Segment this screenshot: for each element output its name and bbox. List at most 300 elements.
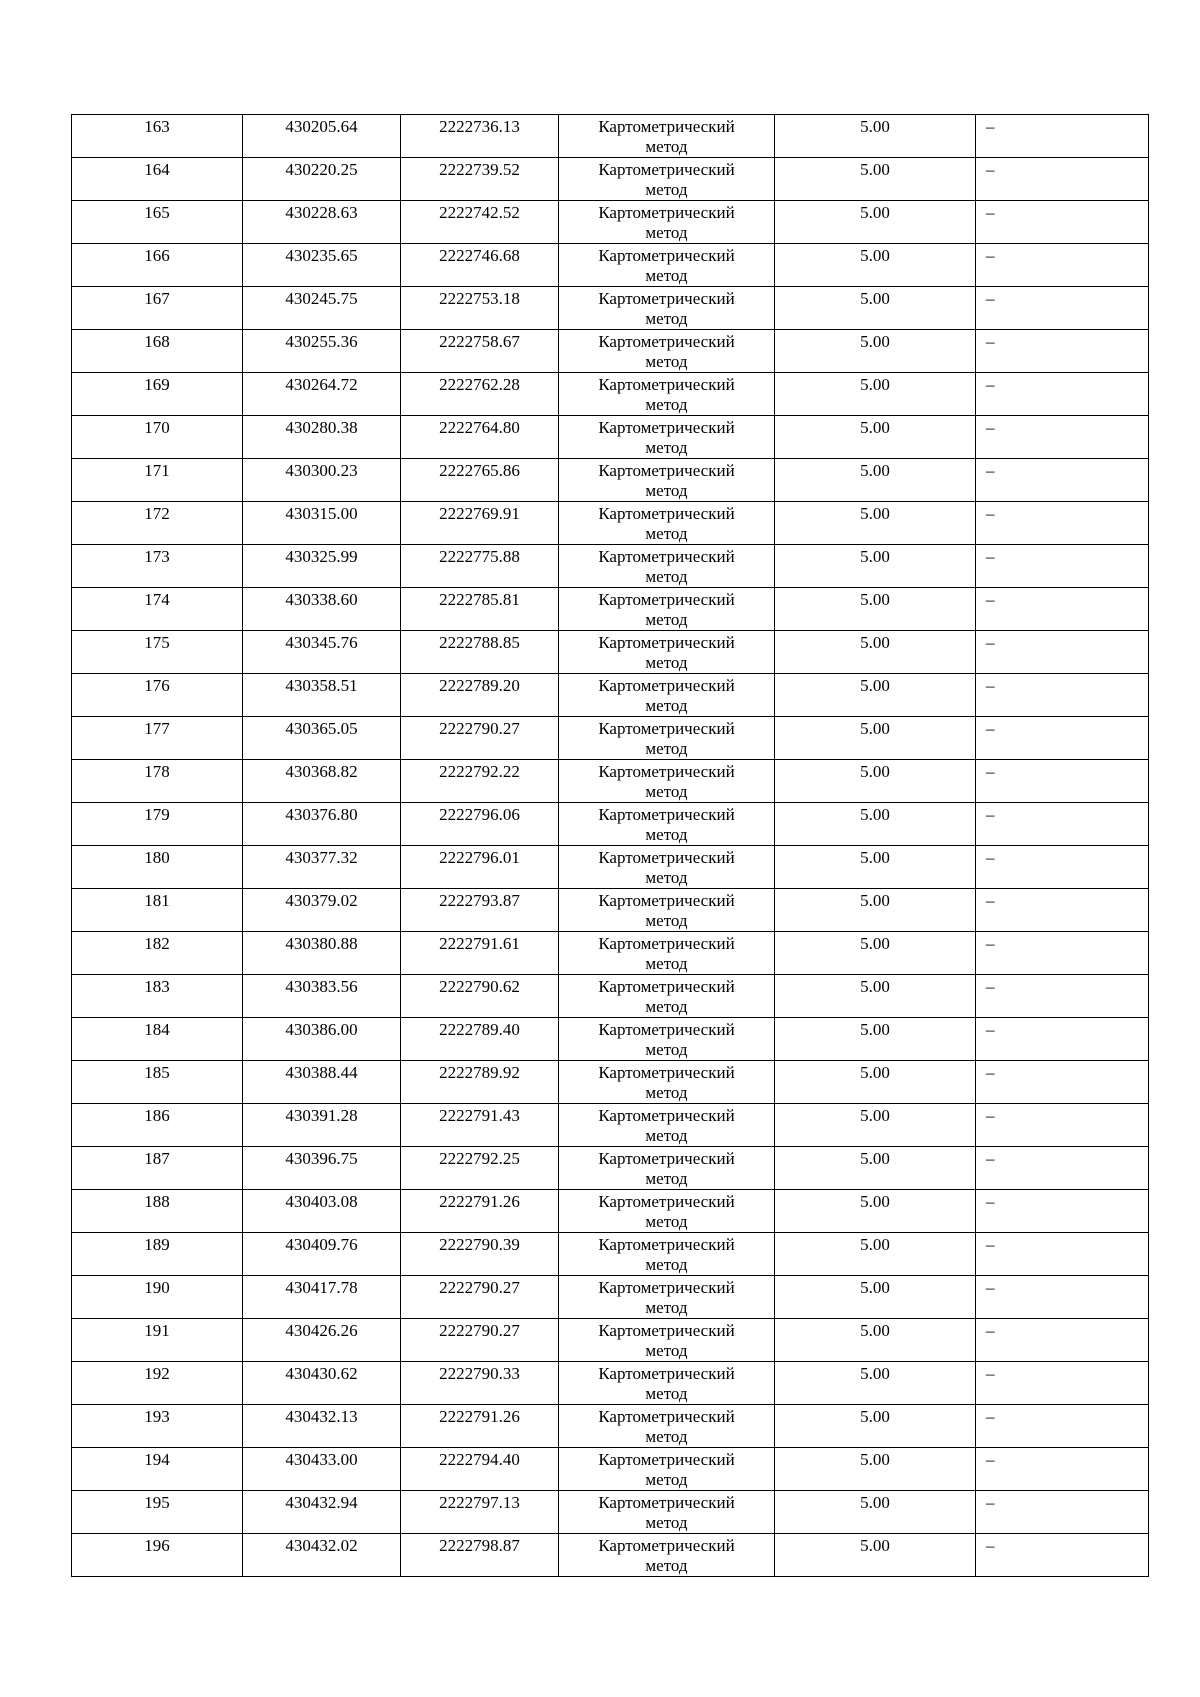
coordinate-x-cell: 430388.44 — [243, 1061, 401, 1104]
point-number-cell: 194 — [72, 1448, 243, 1491]
method-cell — [559, 1319, 775, 1362]
method-line-2: метод — [645, 1341, 688, 1360]
table-row — [72, 1362, 1149, 1405]
table-row — [72, 932, 1149, 975]
coordinate-x-cell: 430365.05 — [243, 717, 401, 760]
accuracy-cell: 5.00 — [775, 416, 976, 459]
coordinate-x-cell: 430432.94 — [243, 1491, 401, 1534]
method-line-1: Картометрический — [598, 1493, 735, 1512]
accuracy-cell: 5.00 — [775, 889, 976, 932]
point-number-cell: 182 — [72, 932, 243, 975]
coordinate-y-cell: 2222775.88 — [401, 545, 559, 588]
coordinate-y-cell: 2222769.91 — [401, 502, 559, 545]
point-number-cell: 163 — [72, 115, 243, 158]
coordinate-x-cell: 430409.76 — [243, 1233, 401, 1276]
note-cell: – — [976, 1233, 1149, 1276]
accuracy-cell: 5.00 — [775, 1405, 976, 1448]
note-cell: – — [976, 674, 1149, 717]
method-cell — [559, 545, 775, 588]
note-cell: – — [976, 1405, 1149, 1448]
method-line-2: метод — [645, 1470, 688, 1489]
point-number-cell: 186 — [72, 1104, 243, 1147]
method-line-2: метод — [645, 524, 688, 543]
method-cell — [559, 889, 775, 932]
table-row — [72, 803, 1149, 846]
point-number-cell: 193 — [72, 1405, 243, 1448]
coordinate-y-cell: 2222792.22 — [401, 760, 559, 803]
coordinate-x-cell: 430430.62 — [243, 1362, 401, 1405]
method-line-2: метод — [645, 868, 688, 887]
table-row — [72, 201, 1149, 244]
table-row — [72, 1233, 1149, 1276]
method-line-1: Картометрический — [598, 504, 735, 523]
table-row — [72, 846, 1149, 889]
method-cell — [559, 158, 775, 201]
table-row — [72, 1448, 1149, 1491]
method-line-2: метод — [645, 1298, 688, 1317]
point-number-cell: 170 — [72, 416, 243, 459]
point-number-cell: 184 — [72, 1018, 243, 1061]
note-cell: – — [976, 1491, 1149, 1534]
method-cell — [559, 760, 775, 803]
coordinate-x-cell: 430245.75 — [243, 287, 401, 330]
method-cell — [559, 803, 775, 846]
coordinate-y-cell: 2222762.28 — [401, 373, 559, 416]
coordinate-y-cell: 2222790.27 — [401, 1276, 559, 1319]
method-line-1: Картометрический — [598, 1536, 735, 1555]
point-number-cell: 195 — [72, 1491, 243, 1534]
coordinate-x-cell: 430376.80 — [243, 803, 401, 846]
method-line-1: Картометрический — [598, 1450, 735, 1469]
table-row — [72, 975, 1149, 1018]
method-cell — [559, 588, 775, 631]
method-line-1: Картометрический — [598, 805, 735, 824]
point-number-cell: 190 — [72, 1276, 243, 1319]
note-cell: – — [976, 201, 1149, 244]
point-number-cell: 169 — [72, 373, 243, 416]
point-number-cell: 172 — [72, 502, 243, 545]
method-line-2: метод — [645, 653, 688, 672]
method-line-2: метод — [645, 997, 688, 1016]
note-cell: – — [976, 158, 1149, 201]
method-cell — [559, 975, 775, 1018]
method-cell — [559, 1534, 775, 1577]
method-line-1: Картометрический — [598, 1321, 735, 1340]
note-cell: – — [976, 588, 1149, 631]
method-cell — [559, 201, 775, 244]
table-row — [72, 631, 1149, 674]
point-number-cell: 187 — [72, 1147, 243, 1190]
method-cell — [559, 459, 775, 502]
coordinate-y-cell: 2222790.27 — [401, 1319, 559, 1362]
coordinate-y-cell: 2222758.67 — [401, 330, 559, 373]
table-row — [72, 1104, 1149, 1147]
method-line-2: метод — [645, 1126, 688, 1145]
note-cell: – — [976, 932, 1149, 975]
coordinate-y-cell: 2222790.62 — [401, 975, 559, 1018]
accuracy-cell: 5.00 — [775, 1104, 976, 1147]
point-number-cell: 189 — [72, 1233, 243, 1276]
coordinate-y-cell: 2222791.43 — [401, 1104, 559, 1147]
coordinate-y-cell: 2222789.20 — [401, 674, 559, 717]
accuracy-cell: 5.00 — [775, 158, 976, 201]
method-cell — [559, 1448, 775, 1491]
document-page — [71, 114, 1148, 1577]
note-cell: – — [976, 1061, 1149, 1104]
coordinate-x-cell: 430205.64 — [243, 115, 401, 158]
method-line-1: Картометрический — [598, 1020, 735, 1039]
coordinate-y-cell: 2222798.87 — [401, 1534, 559, 1577]
method-line-2: метод — [645, 1427, 688, 1446]
accuracy-cell: 5.00 — [775, 502, 976, 545]
point-number-cell: 188 — [72, 1190, 243, 1233]
method-line-1: Картометрический — [598, 1063, 735, 1082]
note-cell: – — [976, 1018, 1149, 1061]
note-cell: – — [976, 373, 1149, 416]
coordinate-y-cell: 2222796.01 — [401, 846, 559, 889]
point-number-cell: 180 — [72, 846, 243, 889]
accuracy-cell: 5.00 — [775, 1491, 976, 1534]
accuracy-cell: 5.00 — [775, 201, 976, 244]
method-cell — [559, 416, 775, 459]
accuracy-cell: 5.00 — [775, 588, 976, 631]
method-line-1: Картометрический — [598, 1364, 735, 1383]
accuracy-cell: 5.00 — [775, 1319, 976, 1362]
method-cell — [559, 1061, 775, 1104]
table-row — [72, 1061, 1149, 1104]
method-line-1: Картометрический — [598, 1278, 735, 1297]
accuracy-cell: 5.00 — [775, 1061, 976, 1104]
accuracy-cell: 5.00 — [775, 1534, 976, 1577]
point-number-cell: 166 — [72, 244, 243, 287]
point-number-cell: 167 — [72, 287, 243, 330]
note-cell: – — [976, 846, 1149, 889]
method-line-2: метод — [645, 1083, 688, 1102]
method-line-1: Картометрический — [598, 1407, 735, 1426]
note-cell: – — [976, 889, 1149, 932]
method-cell — [559, 1147, 775, 1190]
point-number-cell: 175 — [72, 631, 243, 674]
method-cell — [559, 502, 775, 545]
method-line-2: метод — [645, 954, 688, 973]
coordinate-y-cell: 2222789.92 — [401, 1061, 559, 1104]
coordinate-y-cell: 2222742.52 — [401, 201, 559, 244]
coordinates-table-body — [72, 115, 1149, 1577]
note-cell: – — [976, 459, 1149, 502]
table-row — [72, 717, 1149, 760]
table-row — [72, 1319, 1149, 1362]
method-line-2: метод — [645, 1212, 688, 1231]
method-line-2: метод — [645, 137, 688, 156]
note-cell: – — [976, 287, 1149, 330]
note-cell: – — [976, 1276, 1149, 1319]
method-line-1: Картометрический — [598, 289, 735, 308]
point-number-cell: 171 — [72, 459, 243, 502]
note-cell: – — [976, 803, 1149, 846]
method-cell — [559, 674, 775, 717]
accuracy-cell: 5.00 — [775, 803, 976, 846]
method-line-2: метод — [645, 911, 688, 930]
table-row — [72, 244, 1149, 287]
coordinate-x-cell: 430280.38 — [243, 416, 401, 459]
coordinate-x-cell: 430383.56 — [243, 975, 401, 1018]
coordinate-y-cell: 2222746.68 — [401, 244, 559, 287]
point-number-cell: 176 — [72, 674, 243, 717]
method-line-2: метод — [645, 1384, 688, 1403]
point-number-cell: 177 — [72, 717, 243, 760]
coordinate-x-cell: 430432.13 — [243, 1405, 401, 1448]
point-number-cell: 191 — [72, 1319, 243, 1362]
point-number-cell: 165 — [72, 201, 243, 244]
note-cell: – — [976, 1319, 1149, 1362]
accuracy-cell: 5.00 — [775, 545, 976, 588]
method-line-2: метод — [645, 352, 688, 371]
method-cell — [559, 244, 775, 287]
note-cell: – — [976, 975, 1149, 1018]
note-cell: – — [976, 717, 1149, 760]
method-line-1: Картометрический — [598, 1106, 735, 1125]
method-line-2: метод — [645, 1513, 688, 1532]
coordinate-x-cell: 430325.99 — [243, 545, 401, 588]
method-cell — [559, 1405, 775, 1448]
point-number-cell: 168 — [72, 330, 243, 373]
method-line-1: Картометрический — [598, 203, 735, 222]
coordinate-y-cell: 2222764.80 — [401, 416, 559, 459]
coordinate-y-cell: 2222765.86 — [401, 459, 559, 502]
coordinate-x-cell: 430300.23 — [243, 459, 401, 502]
table-row — [72, 760, 1149, 803]
accuracy-cell: 5.00 — [775, 760, 976, 803]
method-line-1: Картометрический — [598, 332, 735, 351]
coordinate-y-cell: 2222794.40 — [401, 1448, 559, 1491]
method-line-2: метод — [645, 438, 688, 457]
coordinate-x-cell: 430235.65 — [243, 244, 401, 287]
method-cell — [559, 631, 775, 674]
coordinate-x-cell: 430220.25 — [243, 158, 401, 201]
coordinate-x-cell: 430264.72 — [243, 373, 401, 416]
table-row — [72, 588, 1149, 631]
coordinate-y-cell: 2222792.25 — [401, 1147, 559, 1190]
accuracy-cell: 5.00 — [775, 932, 976, 975]
method-line-1: Картометрический — [598, 977, 735, 996]
coordinate-y-cell: 2222788.85 — [401, 631, 559, 674]
accuracy-cell: 5.00 — [775, 459, 976, 502]
coordinate-x-cell: 430345.76 — [243, 631, 401, 674]
coordinate-x-cell: 430377.32 — [243, 846, 401, 889]
coordinate-y-cell: 2222790.33 — [401, 1362, 559, 1405]
point-number-cell: 192 — [72, 1362, 243, 1405]
table-row — [72, 1405, 1149, 1448]
method-line-2: метод — [645, 266, 688, 285]
method-line-1: Картометрический — [598, 160, 735, 179]
method-line-2: метод — [645, 1169, 688, 1188]
method-line-1: Картометрический — [598, 590, 735, 609]
table-row — [72, 1534, 1149, 1577]
note-cell: – — [976, 244, 1149, 287]
note-cell: – — [976, 545, 1149, 588]
method-line-2: метод — [645, 610, 688, 629]
coordinate-x-cell: 430403.08 — [243, 1190, 401, 1233]
method-cell — [559, 330, 775, 373]
method-line-1: Картометрический — [598, 891, 735, 910]
coordinate-y-cell: 2222791.26 — [401, 1190, 559, 1233]
note-cell: – — [976, 1362, 1149, 1405]
coordinate-x-cell: 430426.26 — [243, 1319, 401, 1362]
note-cell: – — [976, 1147, 1149, 1190]
method-line-2: метод — [645, 567, 688, 586]
method-line-2: метод — [645, 481, 688, 500]
method-line-2: метод — [645, 180, 688, 199]
method-line-1: Картометрический — [598, 762, 735, 781]
method-line-1: Картометрический — [598, 375, 735, 394]
table-row — [72, 545, 1149, 588]
method-line-1: Картометрический — [598, 1235, 735, 1254]
method-line-1: Картометрический — [598, 547, 735, 566]
coordinate-y-cell: 2222797.13 — [401, 1491, 559, 1534]
note-cell: – — [976, 330, 1149, 373]
method-line-2: метод — [645, 223, 688, 242]
method-line-1: Картометрический — [598, 934, 735, 953]
table-row — [72, 373, 1149, 416]
accuracy-cell: 5.00 — [775, 674, 976, 717]
coordinate-x-cell: 430379.02 — [243, 889, 401, 932]
method-line-2: метод — [645, 395, 688, 414]
method-line-2: метод — [645, 739, 688, 758]
table-row — [72, 459, 1149, 502]
coordinate-x-cell: 430396.75 — [243, 1147, 401, 1190]
accuracy-cell: 5.00 — [775, 1018, 976, 1061]
method-cell — [559, 373, 775, 416]
method-cell — [559, 1104, 775, 1147]
table-row — [72, 1018, 1149, 1061]
method-line-2: метод — [645, 309, 688, 328]
accuracy-cell: 5.00 — [775, 115, 976, 158]
point-number-cell: 181 — [72, 889, 243, 932]
accuracy-cell: 5.00 — [775, 1362, 976, 1405]
point-number-cell: 173 — [72, 545, 243, 588]
method-line-1: Картометрический — [598, 418, 735, 437]
coordinate-x-cell: 430432.02 — [243, 1534, 401, 1577]
coordinate-y-cell: 2222790.27 — [401, 717, 559, 760]
method-cell — [559, 1362, 775, 1405]
coordinate-x-cell: 430433.00 — [243, 1448, 401, 1491]
point-number-cell: 174 — [72, 588, 243, 631]
point-number-cell: 183 — [72, 975, 243, 1018]
note-cell: – — [976, 1448, 1149, 1491]
method-cell — [559, 287, 775, 330]
method-line-1: Картометрический — [598, 719, 735, 738]
accuracy-cell: 5.00 — [775, 1147, 976, 1190]
table-row — [72, 502, 1149, 545]
method-line-1: Картометрический — [598, 848, 735, 867]
table-row — [72, 1190, 1149, 1233]
method-line-1: Картометрический — [598, 633, 735, 652]
method-line-2: метод — [645, 782, 688, 801]
method-line-2: метод — [645, 825, 688, 844]
accuracy-cell: 5.00 — [775, 244, 976, 287]
method-line-2: метод — [645, 1255, 688, 1274]
table-row — [72, 674, 1149, 717]
coordinate-y-cell: 2222790.39 — [401, 1233, 559, 1276]
method-line-1: Картометрический — [598, 676, 735, 695]
note-cell: – — [976, 1190, 1149, 1233]
accuracy-cell: 5.00 — [775, 1233, 976, 1276]
method-line-2: метод — [645, 1556, 688, 1575]
method-cell — [559, 115, 775, 158]
coordinate-y-cell: 2222789.40 — [401, 1018, 559, 1061]
method-line-1: Картометрический — [598, 117, 735, 136]
coordinate-x-cell: 430358.51 — [243, 674, 401, 717]
table-row — [72, 1491, 1149, 1534]
coordinate-y-cell: 2222785.81 — [401, 588, 559, 631]
table-row — [72, 158, 1149, 201]
coordinate-x-cell: 430255.36 — [243, 330, 401, 373]
accuracy-cell: 5.00 — [775, 287, 976, 330]
accuracy-cell: 5.00 — [775, 1276, 976, 1319]
note-cell: – — [976, 760, 1149, 803]
method-line-1: Картометрический — [598, 1149, 735, 1168]
method-line-1: Картометрический — [598, 1192, 735, 1211]
table-row — [72, 330, 1149, 373]
accuracy-cell: 5.00 — [775, 373, 976, 416]
accuracy-cell: 5.00 — [775, 846, 976, 889]
coordinate-x-cell: 430338.60 — [243, 588, 401, 631]
method-line-1: Картометрический — [598, 461, 735, 480]
point-number-cell: 196 — [72, 1534, 243, 1577]
note-cell: – — [976, 502, 1149, 545]
accuracy-cell: 5.00 — [775, 1448, 976, 1491]
method-cell — [559, 1190, 775, 1233]
method-cell — [559, 932, 775, 975]
note-cell: – — [976, 1104, 1149, 1147]
coordinate-y-cell: 2222791.26 — [401, 1405, 559, 1448]
method-line-2: метод — [645, 1040, 688, 1059]
note-cell: – — [976, 115, 1149, 158]
coordinates-table — [71, 114, 1149, 1577]
point-number-cell: 185 — [72, 1061, 243, 1104]
coordinate-x-cell: 430228.63 — [243, 201, 401, 244]
method-cell — [559, 846, 775, 889]
coordinate-y-cell: 2222793.87 — [401, 889, 559, 932]
method-cell — [559, 1233, 775, 1276]
coordinate-x-cell: 430315.00 — [243, 502, 401, 545]
accuracy-cell: 5.00 — [775, 330, 976, 373]
coordinate-x-cell: 430368.82 — [243, 760, 401, 803]
table-row — [72, 1276, 1149, 1319]
table-row — [72, 416, 1149, 459]
point-number-cell: 179 — [72, 803, 243, 846]
accuracy-cell: 5.00 — [775, 1190, 976, 1233]
coordinate-y-cell: 2222736.13 — [401, 115, 559, 158]
method-cell — [559, 717, 775, 760]
point-number-cell: 164 — [72, 158, 243, 201]
method-line-1: Картометрический — [598, 246, 735, 265]
coordinate-y-cell: 2222753.18 — [401, 287, 559, 330]
table-row — [72, 115, 1149, 158]
table-row — [72, 889, 1149, 932]
coordinate-x-cell: 430417.78 — [243, 1276, 401, 1319]
method-cell — [559, 1018, 775, 1061]
table-row — [72, 287, 1149, 330]
accuracy-cell: 5.00 — [775, 631, 976, 674]
method-cell — [559, 1276, 775, 1319]
accuracy-cell: 5.00 — [775, 975, 976, 1018]
note-cell: – — [976, 416, 1149, 459]
coordinate-x-cell: 430386.00 — [243, 1018, 401, 1061]
coordinate-y-cell: 2222739.52 — [401, 158, 559, 201]
point-number-cell: 178 — [72, 760, 243, 803]
table-row — [72, 1147, 1149, 1190]
